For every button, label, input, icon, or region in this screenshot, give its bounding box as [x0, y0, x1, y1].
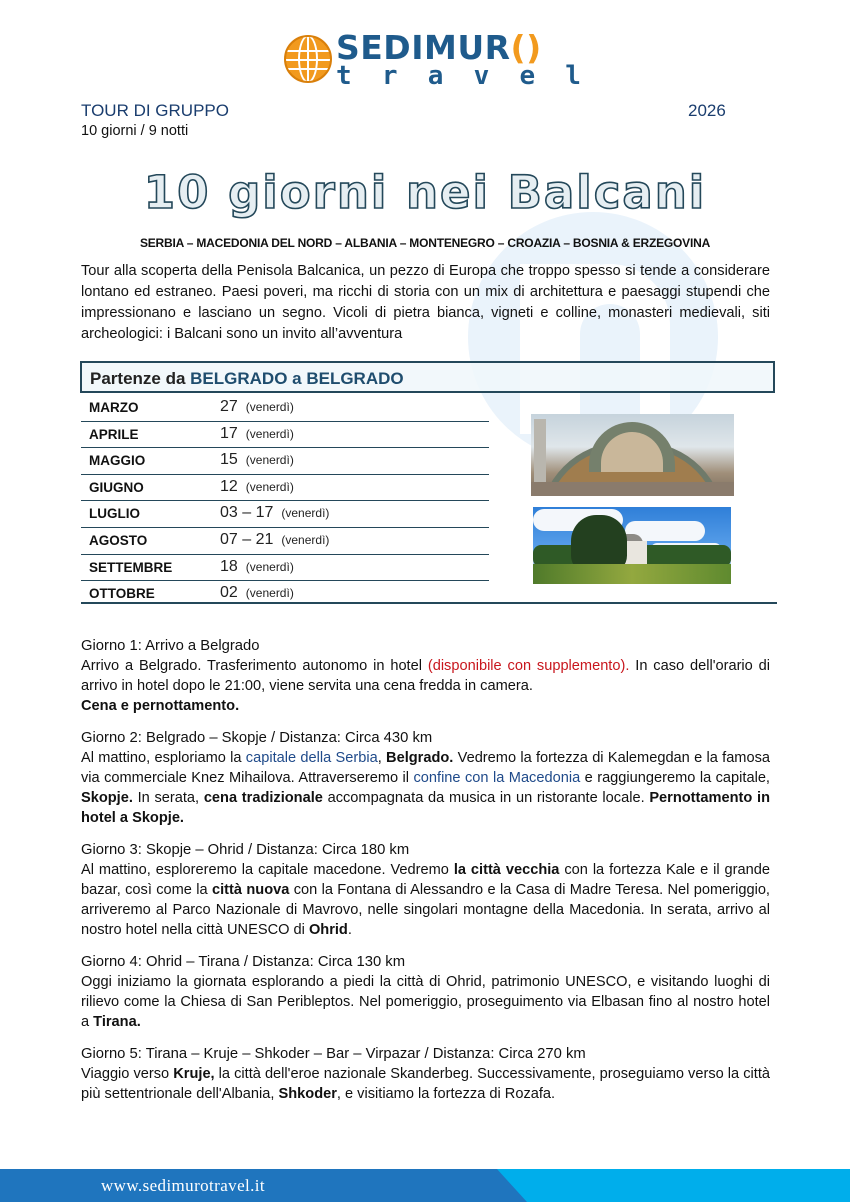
- day-closing: Cena e pernottamento.: [81, 698, 240, 714]
- departure-month: OTTOBRE: [89, 586, 155, 602]
- text-segment: In serata,: [132, 790, 204, 806]
- text-segment: In caso dell'orario di arrivo in hotel dopo le 21:00, viene servita una cena fredda in camera.: [81, 658, 771, 694]
- departure-row: [81, 475, 489, 502]
- globe-icon: [284, 35, 332, 83]
- itinerary-day: [81, 840, 770, 940]
- itinerary: [81, 636, 770, 1116]
- text-segment: e raggiungeremo la capitale,: [580, 770, 770, 786]
- departure-dates: [220, 504, 329, 522]
- departure-dates: [220, 478, 294, 496]
- itinerary-day: [81, 1044, 770, 1104]
- bold-text: Tirana.: [93, 1014, 141, 1030]
- departure-month: GIUGNO: [89, 479, 144, 495]
- tour-duration: 10 giorni / 9 notti: [81, 123, 189, 139]
- departure-weekday: (venerdì): [245, 426, 294, 441]
- brand-name-main: SEDIMUR: [336, 28, 511, 67]
- bold-text: Pernottamento in hotel a Skopje.: [81, 790, 770, 826]
- brand-name-o: (): [510, 28, 542, 67]
- brand-sub-letter: r: [381, 61, 398, 91]
- departure-month: MARZO: [89, 400, 139, 415]
- departure-days: 07 – 21: [220, 530, 274, 548]
- departure-weekday: (venerdì): [245, 453, 294, 468]
- text-segment: , e visitiamo la fortezza di Rozafa.: [336, 1086, 556, 1102]
- bold-text: la città vecchia: [453, 862, 560, 878]
- text-segment: Vedremo la fortezza di Kalemegdan e la famosa via commerciale Knez Mihailova. Attraverseremo il: [81, 750, 770, 786]
- tour-type: TOUR DI GRUPPO: [81, 101, 229, 120]
- departures-title-route: BELGRADO a BELGRADO: [190, 369, 404, 388]
- text-segment: Viaggio verso: [81, 1066, 174, 1082]
- departure-row: [81, 448, 489, 475]
- brand-logo: [284, 30, 584, 90]
- departure-dates: [220, 531, 329, 549]
- departure-days: 17: [220, 424, 238, 442]
- text-segment: ,: [377, 750, 387, 766]
- bold-text: Belgrado.: [386, 750, 454, 766]
- departure-days: 02: [220, 584, 238, 602]
- bold-text: Shkoder: [278, 1086, 337, 1102]
- itinerary-day: [81, 952, 770, 1032]
- highlight-text: confine con la Macedonia: [413, 770, 581, 786]
- departures-header: [80, 361, 775, 393]
- bold-text: cena tradizionale: [203, 790, 323, 806]
- bold-text: città nuova: [212, 882, 290, 898]
- text-segment: Oggi iniziamo la giornata esplorando a piedi la città di Ohrid, patrimonio UNESCO, e visitando luoghi di rilievo come la Chiesa di San Peribleptos. Nel pomeriggio, proseguimento via Elbasan fino al nostro hotel a: [81, 974, 770, 1030]
- departure-days: 18: [220, 557, 238, 575]
- text-segment: la città dell'eroe nazionale Skanderbeg. Successivamente, proseguiamo verso la città più settentrionale dell'Albania,: [81, 1066, 770, 1102]
- departure-month: APRILE: [89, 426, 139, 442]
- brand-sub-letter: t: [336, 61, 352, 91]
- bold-text: Kruje,: [173, 1066, 215, 1082]
- departure-days: 15: [220, 451, 238, 469]
- supplement-note: (disponibile con supplemento).: [427, 658, 630, 674]
- tour-year: 2026: [688, 101, 726, 120]
- departure-weekday: (venerdì): [281, 532, 330, 547]
- departure-days: 03 – 17: [220, 504, 274, 522]
- table-bottom-rule: [81, 602, 777, 604]
- highlight-text: capitale della Serbia: [245, 750, 378, 766]
- departure-month: LUGLIO: [89, 506, 140, 522]
- departure-days: 27: [220, 398, 238, 415]
- text-segment: con la Fontana di Alessandro e la Casa di Madre Teresa. Nel pomeriggio, arriveremo al Parco Nazionale di Mavrovo, nelle singolari montagne della Macedonia. In serata, arrivo al nostro hotel nella città UNESCO di: [81, 882, 770, 938]
- day-title: Giorno 4: Ohrid – Tirana / Distanza: Circa 130 km: [81, 954, 406, 970]
- itinerary-day: [81, 636, 770, 716]
- departure-row: [81, 422, 489, 449]
- departure-weekday: (venerdì): [245, 479, 294, 494]
- day-description: [81, 748, 770, 828]
- departure-weekday: (venerdì): [245, 586, 294, 601]
- brand-subtitle: [336, 63, 581, 89]
- brand-sub-letter: a: [427, 61, 444, 91]
- departure-days: 12: [220, 477, 238, 495]
- brand-sub-letter: l: [565, 61, 581, 91]
- church-landscape-photo: [533, 507, 731, 584]
- brand-sub-letter: e: [519, 61, 536, 91]
- departure-weekday: (venerdì): [281, 506, 330, 521]
- departure-dates: [220, 398, 294, 416]
- departure-weekday: (venerdì): [245, 400, 294, 414]
- day-title: Giorno 5: Tirana – Kruje – Shkoder – Bar – Virpazar / Distanza: Circa 270 km: [81, 1046, 586, 1062]
- departure-month: MAGGIO: [89, 453, 146, 469]
- departure-month: SETTEMBRE: [89, 559, 173, 575]
- bold-text: Skopje.: [81, 790, 133, 806]
- departure-row: [81, 501, 489, 528]
- text-segment: accompagnata da musica in un ristorante locale.: [322, 790, 650, 806]
- brand-sub-letter: v: [473, 61, 490, 91]
- itinerary-day: [81, 728, 770, 828]
- departures-title-prefix: Partenze da: [90, 369, 191, 388]
- intro-paragraph: Tour alla scoperta della Penisola Balcanica, un pezzo di Europa che troppo spesso si tende a considerare lontano ed estraneo. Paesi poveri, ma ricchi di storia con un mix di architettura e paesaggi stupendi che impressionano e lasciano un segno. Vicoli di pietra bianca, vigneti e colline, monasteri medievali, siti archeologici: i Balcani sono un invito all’avventura: [81, 263, 770, 342]
- bold-text: Ohrid: [308, 922, 348, 938]
- departure-dates: [220, 584, 294, 602]
- departure-dates: [220, 451, 294, 469]
- day-description: [81, 860, 770, 940]
- countries-list: SERBIA – MACEDONIA DEL NORD – ALBANIA – MONTENEGRO – CROAZIA – BOSNIA & ERZEGOVINA: [139, 236, 711, 250]
- departure-row: [81, 555, 489, 582]
- text-segment: con la fortezza Kale e il grande bazar, così come la: [81, 862, 771, 898]
- text-segment: .: [347, 922, 352, 938]
- text-segment: Arrivo a Belgrado. Trasferimento autonomo in hotel: [81, 658, 428, 674]
- departure-dates: [220, 425, 294, 443]
- footer-bar: [0, 1169, 850, 1202]
- footer-website-link[interactable]: www.sedimurotravel.it: [101, 1176, 266, 1195]
- departure-row: [81, 528, 489, 555]
- day-description: [81, 972, 770, 1032]
- day-description: [81, 656, 770, 696]
- text-segment: Al mattino, esploreremo la capitale macedone. Vedremo: [81, 862, 454, 878]
- departure-month: AGOSTO: [89, 532, 148, 548]
- church-domes-photo: [531, 414, 734, 496]
- departures-table: [81, 395, 489, 607]
- text-segment: Al mattino, esploriamo la: [81, 750, 246, 766]
- day-title: Giorno 2: Belgrado – Skopje / Distanza: Circa 430 km: [81, 730, 433, 746]
- departure-dates: [220, 558, 294, 576]
- departure-row: [81, 395, 489, 422]
- day-title: Giorno 3: Skopje – Ohrid / Distanza: Circa 180 km: [81, 842, 410, 858]
- page-title: 10 giorni nei Balcani: [143, 166, 707, 219]
- departures-title: [90, 369, 404, 389]
- day-description: [81, 1064, 770, 1104]
- departure-weekday: (venerdì): [245, 559, 294, 574]
- day-title: Giorno 1: Arrivo a Belgrado: [81, 638, 260, 654]
